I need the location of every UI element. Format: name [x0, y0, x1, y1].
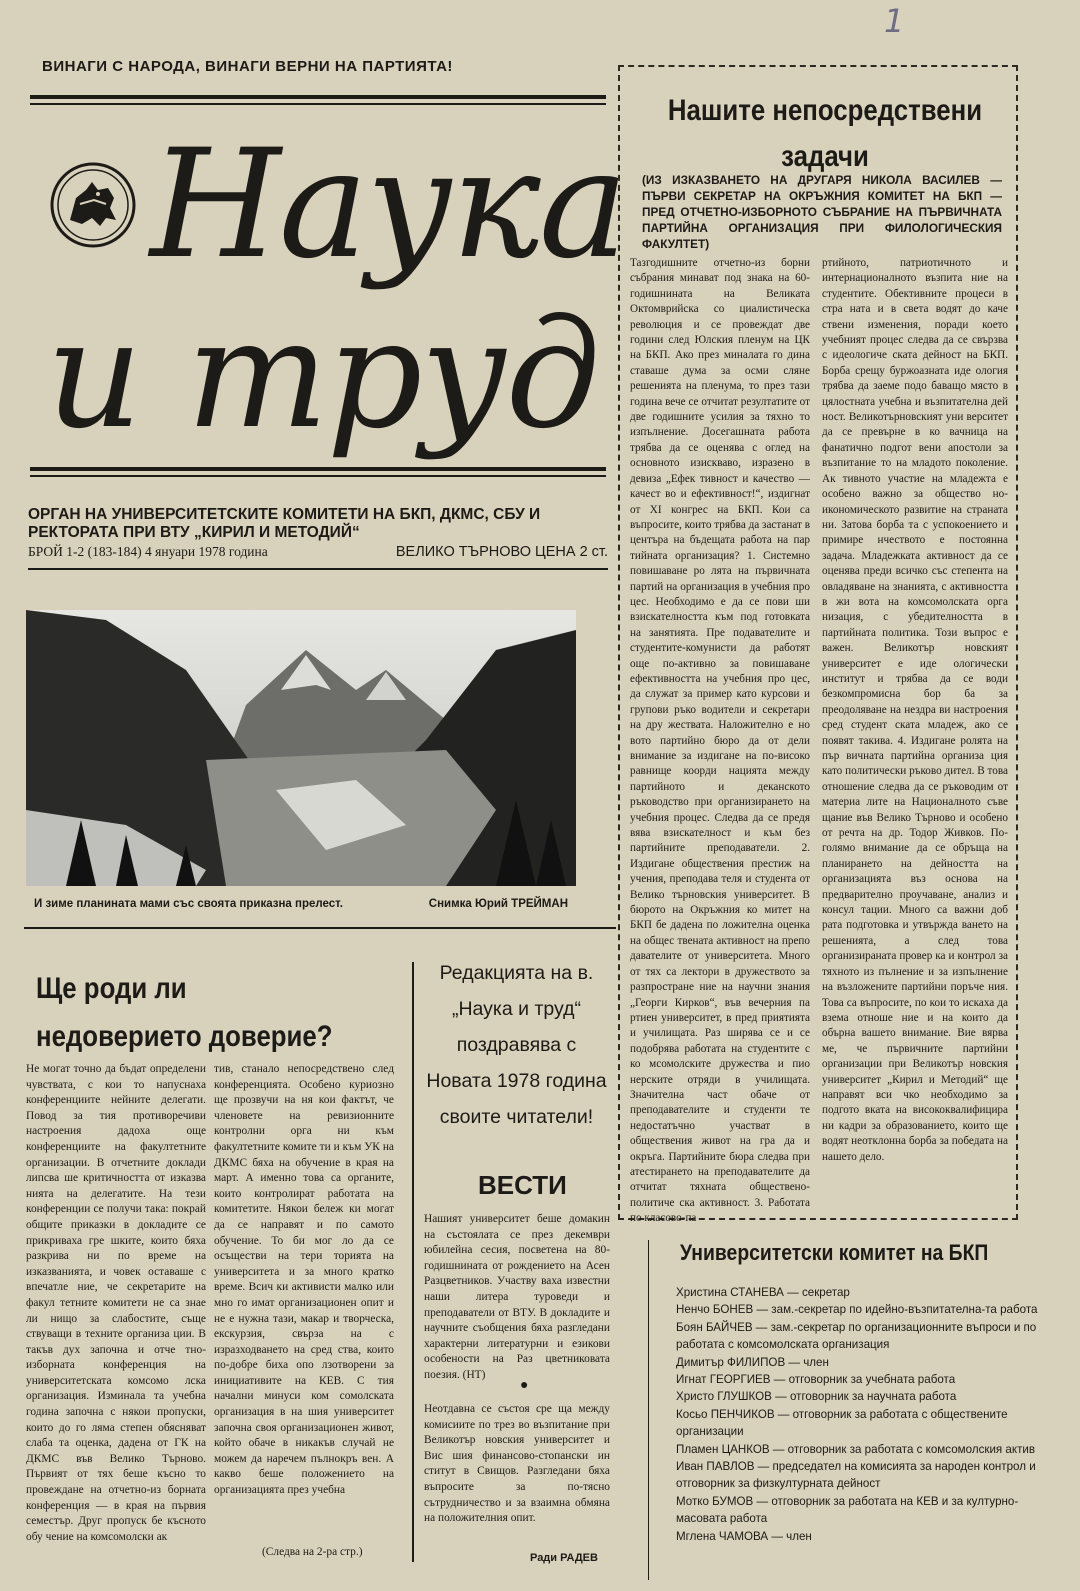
committee-members-list [676, 1284, 1056, 1545]
header-divider [28, 568, 608, 570]
photo-caption: И зиме планината мами със своята приказна прелест. [34, 898, 343, 910]
news-bullet: ● [520, 1378, 529, 1393]
article-left-continued: (Следва на 2-ра стр.) [262, 1546, 363, 1558]
committee-member: Мглена ЧАМОВА — член [676, 1529, 812, 1543]
masthead-rule-top [30, 95, 606, 99]
article-right-col1: Тазгодишните отчетно-из борни събрания минават под знака на 60-годишнината на Великата Октомврийска со циалистическа революция и се провеждат две години след Юлския пленум на ЦК на БКП. Ако през миналата го дина ставаше дума за осми сляне решенията на пленума, то през тази година вече се отчитат резултатите от две годишните усилия за тяхно то изпълнение. Досегашната работа трябва да се оценява с оглед на основното изискваво, изразено в девиза „Ефек тивност и качество — качест во и ефективност!“, издигнат от XI конгрес на БКП. Кои са въпросите, които трябва да застанат в центъра на бъдещата работа на пар тийната организация? 1. Системно повишаване ро лята на първичната партий на организация в учебния про цес. Необходимо е да се пови ши взискателността към под готовката на занятията. Пре подавателите и студентите-комунисти да работят още по-активно за повишаване ефективността на учебния про цес, да служат за пример като курсови и групови ръко водители и секретари на дру жествата. Наложително е но вото партийно бюро да от дели внимание за издигане на по-високо равнище коорди нацията между партийното и деканското ръководство при организирането на учебния процес. Следва да се предя вява взискателност и към без партийните преподаватели. 2. Издигане обществения престиж на учения, преподава теля и студента от Велико търновския университет. В бюрото на Окръжния ко митет на БКП бе дадена по ложителна оценка на общес твената активност на препо давателите от университета. Много от тях са лектори в дружеството за разпростране ние на научни знания „Георги Кирков“, във вечерния па ртиен университет, в пред приятията и училищата. Раз ширява се и се подобрява работата на студентите с ко мсомолските дружества и пио нерските отряди в училищата. Значителна част обаче от преподавателите и студенти те недостатъчно участват в обществения живот на гра да и окръга. Партийните бюра следва при атестирането на преподавателите да отчитат тяхната обществено-политиче ска активност. 3. Работата по класово-па [630, 257, 811, 1225]
committee-member: Боян БАЙЧЕВ — зам.-секретар по организационните въпроси и по работата с комсомолската организация [676, 1320, 1037, 1352]
committee-member: Иван ПАВЛОВ — председател на комисията за народен контрол и отговорник за физкултурната дейност [676, 1460, 1036, 1491]
photo-credit: Снимка Юрий ТРЕЙМАН [428, 898, 568, 910]
lion-emblem-icon [48, 160, 138, 250]
masthead-rule-bottom-2 [30, 475, 606, 477]
committee-member: Пламен ЦАНКОВ — отговорник за работата с комсомолския актив [676, 1442, 1036, 1456]
masthead-title-line2: и труд [46, 288, 599, 462]
photo-caption-row [34, 898, 594, 910]
news-author: Ради РАДЕВ [530, 1552, 598, 1564]
committee-separator [648, 1240, 649, 1580]
news-headline: ВЕСТИ [478, 1170, 567, 1200]
page-number: 1 [884, 2, 905, 40]
committee-member: Христина СТАНЕВА — секретар [676, 1286, 850, 1299]
article-left-headline: Ще роди ли недоверието доверие? [36, 972, 333, 1053]
slogan: ВИНАГИ С НАРОДА, ВИНАГИ ВЕРНИ НА ПАРТИЯТА! [42, 58, 453, 75]
committee-member: Косьо ПЕНЧИКОВ — отговорник за работата с обществените организации [676, 1407, 1008, 1439]
article-right-subhead: (ИЗ ИЗКАЗВАНЕТО НА ДРУГАРЯ НИКОЛА ВАСИЛЕВ — ПЪРВИ СЕКРЕТАР НА ОКРЪЖНИЯ КОМИТЕТ НА БКП — ПРЕД ОТЧЕТНО-ИЗБОРНОТО СЪБРАНИЕ НА ПЪРВИЧНАТА ПАРТИЙНА ОРГАНИЗАЦИЯ ПРИ ФИЛОЛОГИЧЕСКИЯ ФАКУЛТЕТ) [642, 173, 1002, 251]
news-item-1: Нашият университет беше домакин на състоялата се през декември юбилейна сесия, посветена на 80-годишнината от рождението на Асен Разцветников. Участву ваха известни наши литера туроведи и преподаватели от ВТУ. В докладите и научните съобщения бяха разгледани характерни литературни и езикови особености на Раз цветниковата поезия. (НТ) [424, 1213, 610, 1381]
publisher-line: ОРГАН НА УНИВЕРСИТЕТСКИТЕ КОМИТЕТИ НА БКП, ДКМС, СБУ И РЕКТОРАТА ПРИ ВТУ „КИРИЛ И МЕТОДИЙ“ [28, 506, 541, 541]
issue-number-date: БРОЙ 1-2 (183-184) 4 януари 1978 година [28, 544, 268, 559]
news-item-2: Неотдавна се състоя сре ща между комисиите по трез во възпитание при Великотър новския университет и Вис шия финансово-стопански ин ститут в Свищов. Разгледани бяха въпросите за по-тясно сътрудничество и за взаимна обмяна на положителния опит. [424, 1403, 610, 1525]
masthead-rule-bottom [30, 467, 606, 471]
article-right-headline: Нашите непосредствени задачи [667, 94, 983, 173]
article-left-col2: тив, станало непосредствено след конференцията. Особено куриозно ще прозвучи на ня кои фактът, че членовете на ревизионните контролни орга ни към факултетните комите ти и към УК на ДКМС бяха на обучение в края на март. А именно това са органите, които контролират работата на комитетите. Някои бележ ки могат да се направят и по самото обучение. То би мог ло да се осъществи на тери торията на университета и за много кратко време. Всич ки активисти малко или мно го имат организационен опит и не е нужна тази, макар и творческа, екскурзия, свърза на с изразходването на сред ства, които по-добре биха опо лзотворени за инициативите на КЕВ. С тия начални минуси ком сомолската организация в на шия университет започна своя организационен живот, който обаче в никакъв случай не можем да наречем пълнокръ вен. А какво беше положението на организацията през учебна [214, 1063, 394, 1497]
mountain-photo [26, 610, 576, 886]
masthead-rule-top-2 [30, 103, 606, 105]
committee-member: Христо ГЛУШКОВ — отговорник за научната работа [676, 1390, 957, 1404]
committee-member: Игнат ГЕОРГИЕВ — отговорник за учебната работа [676, 1373, 956, 1387]
committee-member: Мотко БУМОВ — отговорник за работата на КЕВ и за културно-масовата работа [676, 1494, 1019, 1526]
article-right-col2: ртийното, патриотичното и интернационалното възпита ние на студентите. Обективните процеси в стра ната и в света водят до каче ствени изменения, поради което учебният процес следва да се свързва с идеологиче ската дейност на БКП. Борба срещу буржоазната иде ология трябва да заеме подо баващо място в цялостната учебна и възпитателна дей ност. Великотърновският уни верситет да се превърне в ко вачница на фанатично подгот вени апостоли за възпитание то на младото поколение. Ак тивното участие на младежта е особено важно за общество но-икономическото развитие на страната ни. Затова борба та с успокоението и примире нчеството е постоянна задача. Младежката активност да се оценява преди всичко със степента на овладяване на знанията, с активността в жи вота на комсомолската орга низация, с убедителността в партийната политика. Този въпрос е важен. Великотър новският университет е иде ологически институт и трябва да се води безкомпромисна бор ба за преодоляване на нездра ви настроения сред студент ската младеж, ако се появят такива. 4. Издигане ролята на пър вичната партийна организа ция като политически ръково дител. В това отношение следва да се ръководим от материа лите на Националното съве щание във Велико Търново и особено от речта на др. Тодор Живков. По-голямо внимание да се обръща на планирането на дейността на организацията въз основа на предварително проучаване, анализ и консул тации. Много са важни доб рата подготовка и утвържда ването на решенията, а след това организираната провер ка и контрол за тяхното из пълнение и за изпълнение на възложените партийни поръче ния. Това са въпросите, по кои то искаха да взема отноше ние и на които да обърна вашето внимание. Вие вярва ме, че първичните партийни организации при Великотър новския университет „Кирил и Методий“ ще направят вси чко необходимо за подгото вката на висококвалифицира ни кадри за образованието, които ще водят неотклонна борба за победата на нашето дело. [822, 257, 1008, 1163]
photo-divider [24, 927, 616, 929]
issue-line [28, 544, 608, 560]
committee-member: Ненчо БОНЕВ — зам.-секретар по идейно-възпитателна-та работа [676, 1303, 1038, 1317]
place-price: ВЕЛИКО ТЪРНОВО ЦЕНА 2 ст. [395, 544, 608, 560]
new-year-greeting: Редакцията на в. „Наука и труд“ поздравява с Новата 1978 година своите читатели! [426, 962, 607, 1128]
committee-headline: Университетски комитет на БКП [680, 1240, 989, 1265]
article-left-col1: Не могат точно да бъдат определени чувствата, с кои то напуснаха конференциите нейните делегати. Повод за тия противоречиви настроения дадоха още конференциите на факултетните организации. В отчетните доклади липсва ше критичността от изказва нията на делегатите. На тези конференции се получи така: покрай общите приказки в докладите се прикриваха гре шките, които бяха разкрива ни по време на изказванията, и човек оставаше с впечатле ние, че секретарите на факул тетните комитети не са знае ли нищо за слабостите, съще ствуващи в техните организа ции. В такъв дух започна и отче тно-изборната конференция на университетската комсомо лска организация. Изминала та учебна година започна с някои пропуски, които до го ляма степен обясняват слаба та оценка, дадена от ГК на ДКМС във Велико Търново. Първият от тях беше късно то провеждане на отчетно-из борната конференция — в края на първия семестър. Друг пропуск бе късното обу чение на комсомолски ак [26, 1063, 206, 1543]
column-separator [412, 962, 414, 1562]
committee-member: Димитър ФИЛИПОВ — член [676, 1355, 829, 1369]
masthead-title-line1: Наука [150, 118, 627, 292]
